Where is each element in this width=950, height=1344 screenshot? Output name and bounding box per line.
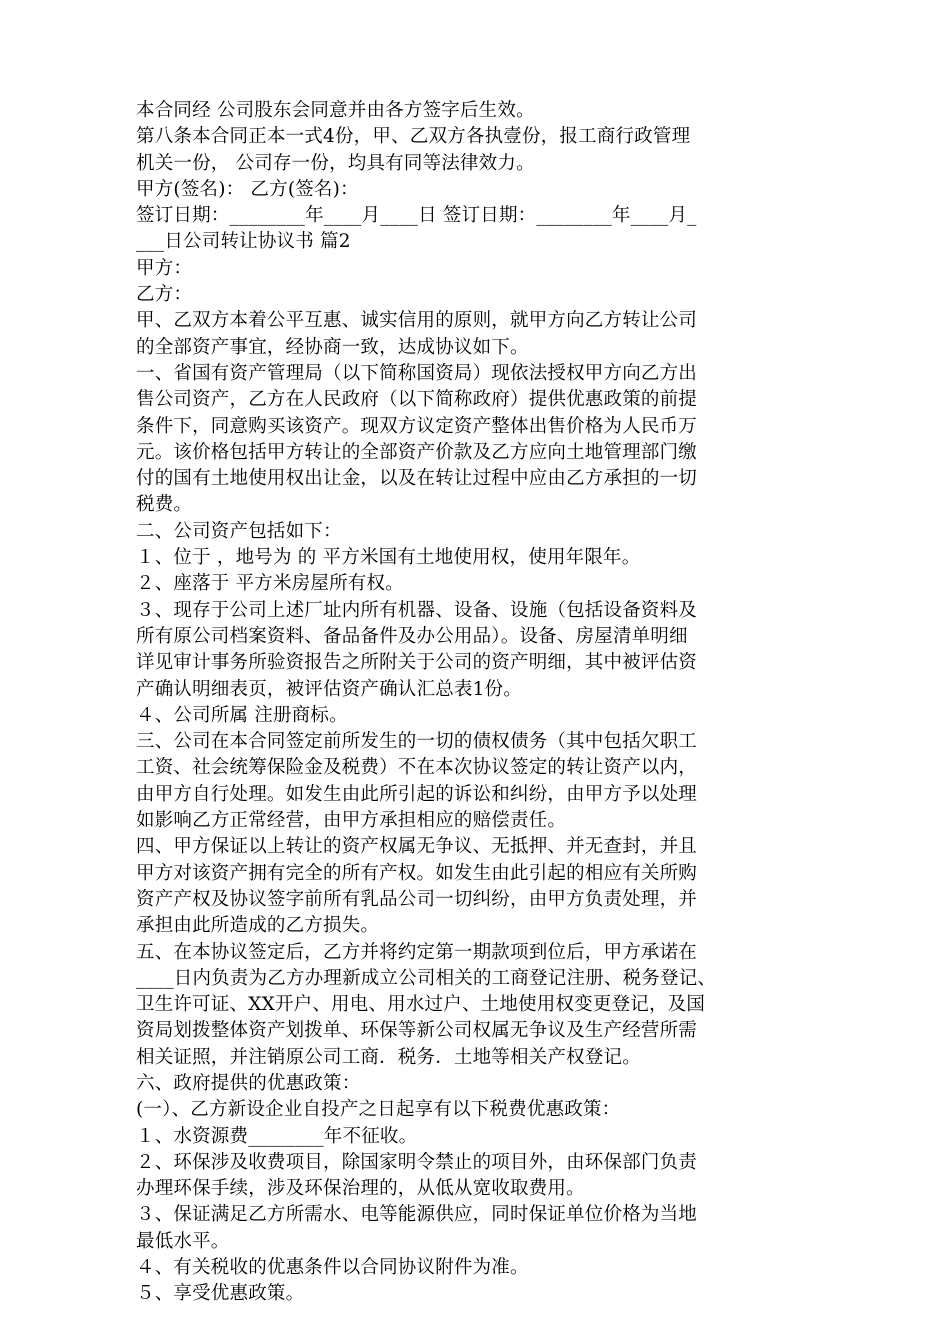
text-line: ____日内负责为乙方办理新成立公司相关的工商登记注册、税务登记、 — [136, 967, 717, 989]
text-line: 所有原公司档案资料、备品备件及办公用品）。设备、房屋清单明细 — [136, 625, 688, 647]
text-line: 卫生许可证、XX开户、用电、用水过户、土地使用权变更登记，及国 — [136, 994, 706, 1016]
text-line: 资产产权及协议签字前所有乳品公司一切纠纷，由甲方负责处理，并 — [136, 888, 698, 910]
text-line: 元。该价格包括甲方转让的全部资产价款及乙方应向土地管理部门缴 — [136, 441, 698, 463]
text-line: 工资、社会统筹保险金及税费）不在本次协议签定的转让资产以内， — [136, 757, 698, 779]
text-line: 甲、乙双方本着公平互惠、诚实信用的原则，就甲方向乙方转让公司 — [136, 310, 698, 332]
text-line: 税费。 — [136, 494, 193, 516]
text-line: 六、政府提供的优惠政策： — [136, 1072, 361, 1094]
text-line: ３、保证满足乙方所需水、电等能源供应，同时保证单位价格为当地 — [136, 1204, 698, 1226]
text-line: ４、公司所属 注册商标。 — [136, 704, 348, 726]
text-line: 详见审计事务所验资报告之所附关于公司的资产明细，其中被评估资 — [136, 652, 698, 674]
text-line: 一、省国有资产管理局（以下简称国资局）现依法授权甲方向乙方出 — [136, 362, 698, 384]
text-line: 甲方对该资产拥有完全的所有产权。如发生由此引起的相应有关所购 — [136, 862, 698, 884]
party-b-line: 乙方： — [136, 284, 193, 306]
text-line: 办理环保手续，涉及环保治理的，从低从宽收取费用。 — [136, 1178, 585, 1200]
text-line: 售公司资产，乙方在人民政府（以下简称政府）提供优惠政策的前提 — [136, 389, 698, 411]
text-line: 相关证照，并注销原公司工商．税务．土地等相关产权登记。 — [136, 1046, 641, 1068]
text-line: 资局划拨整体资产划拨单、环保等新公司权属无争议及生产经营所需 — [136, 1020, 698, 1042]
text-line: ３、现存于公司上述厂址内所有机器、设备、设施（包括设备资料及 — [136, 599, 698, 621]
party-a-line: 甲方： — [136, 257, 193, 279]
text-line: 如影响乙方正常经营，由甲方承担相应的赔偿责任。 — [136, 810, 567, 832]
text-line: ２、环保涉及收费项目，除国家明令禁止的项目外，由环保部门负责 — [136, 1151, 698, 1173]
text-line: (一）、乙方新设企业自投产之日起享有以下税费优惠政策： — [136, 1099, 621, 1121]
date-line: 签订日期：________年____月____日 签订日期：________年____月_ — [136, 205, 697, 227]
text-line: 第八条本合同正本一式4份，甲、乙双方各执壹份，报工商行政管理 — [136, 126, 691, 148]
text-line: 五、在本协议签定后，乙方并将约定第一期款项到位后，甲方承诺在 — [136, 941, 698, 963]
text-line: 产确认明细表页，被评估资产确认汇总表1份。 — [136, 678, 522, 700]
text-line: 最低水平。 — [136, 1230, 230, 1252]
text-line: 付的国有土地使用权出让金，以及在转让过程中应由乙方承担的一切 — [136, 468, 698, 490]
text-line: ４、有关税收的优惠条件以合同协议附件为准。 — [136, 1257, 529, 1279]
text-line: 四、甲方保证以上转让的资产权属无争议、无抵押、并无查封，并且 — [136, 836, 698, 858]
text-line: 三、公司在本合同签定前所发生的一切的债权债务（其中包括欠职工 — [136, 731, 698, 753]
text-line: 二、公司资产包括如下： — [136, 520, 342, 542]
text-line: 机关一份， 公司存一份，均具有同等法律效力。 — [136, 152, 535, 174]
text-line: 承担由此所造成的乙方损失。 — [136, 915, 380, 937]
text-line: 条件下，同意购买该资产。现双方议定资产整体出售价格为人民币万 — [136, 415, 698, 437]
text-line: １、水资源费________年不征收。 — [136, 1125, 418, 1147]
text-line: ５、享受优惠政策。 — [136, 1283, 305, 1305]
document-body — [136, 98, 826, 1308]
text-line: 由甲方自行处理。如发生由此所引起的诉讼和纠纷，由甲方予以处理 — [136, 783, 698, 805]
text-line: 本合同经 公司股东会同意并由各方签字后生效。 — [136, 100, 535, 121]
text-line: ２、座落于 平方米房屋所有权。 — [136, 573, 404, 595]
section-heading: ___日公司转让协议书 篇2 — [136, 231, 351, 253]
text-line: 的全部资产事宜，经协商一致，达成协议如下。 — [136, 336, 529, 358]
signature-line: 甲方(签名)： 乙方(签名)： — [136, 178, 359, 200]
text-line: １、位于 ，地号为 的 平方米国有土地使用权，使用年限年。 — [136, 547, 641, 569]
